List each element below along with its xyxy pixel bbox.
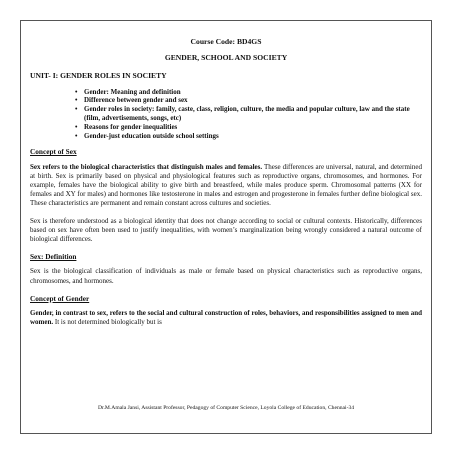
document-title: GENDER, SCHOOL AND SOCIETY [164,53,288,63]
bullet-icon: • [75,122,78,131]
paragraph-sex-1 [30,163,422,209]
paragraph-sex-definition: Sex is the biological classification of individuals as male or female based on physical characteristics such as reproductive organs, chromosomes, and hormones. [30,267,422,285]
list-item [75,87,422,97]
topic-list [30,88,422,141]
list-item [75,96,422,105]
paragraph-sex-2: Sex is therefore understood as a biological identity that does not change according to social or cultural contexts. Historically, differences based on sex have often been used to justify inequalities, with women’s marginalization being wrongly considered a natural outcome of biological differences. [30,216,422,244]
bullet-icon: • [75,105,78,114]
section-heading-concept-of-gender: Concept of Gender [30,293,90,303]
section-heading-sex-definition: Sex: Definition [30,252,77,262]
document-body [30,37,422,335]
bullet-icon: • [75,131,78,140]
section-heading-concept-of-sex: Concept of Sex [30,147,77,157]
topic-text: Gender: Meaning and definition [84,87,181,96]
unit-title: UNIT- I: GENDER ROLES IN SOCIETY [30,71,167,81]
body-text: These differences are universal, natural, and determined at birth. Sex is primarily based on physical and physiological features such as reproductive organs, chromosomes, and hormones. For example, females have the biological ability to give birth and breastfeed, while males produce sperm. Chromosomal patterns (XX for females and XY for males) and hormones like testosterone in males and estrogen and progesterone in females further define biological sex. These characteristics are permanent and remain constant across cultures and societies. [30,162,422,208]
bullet-icon: • [75,96,78,105]
topic-text: Reasons for gender inequalities [84,122,178,131]
list-item [75,131,422,141]
list-item [75,105,422,123]
page-footer: Dr.M.Amala Jansi, Assistant Professor, Pedagogy of Computer Science, Loyola College of Education, Chennai-34 [97,405,355,411]
body-text: It is not determined biologically but is [53,318,162,327]
emphasis-text: Sex refers to the biological characteristics that distinguish males and females. [30,162,263,171]
course-code: Course Code: BD4GS [190,37,262,46]
topic-text: Gender-just education outside school settings [84,131,219,140]
emphasis-text: Gender, in contrast to sex, refers to the social and cultural construction of roles, behaviors, and responsibilities assigned to men and women. [30,309,422,327]
list-item [75,122,422,132]
bullet-icon: • [75,87,78,96]
topic-text: Difference between gender and sex [84,96,188,105]
topic-text: Gender roles in society: family, caste, class, religion, culture, the media and popular culture, law and the state (film, advertisements, songs, etc) [84,105,410,122]
paragraph-gender-1 [30,309,422,327]
